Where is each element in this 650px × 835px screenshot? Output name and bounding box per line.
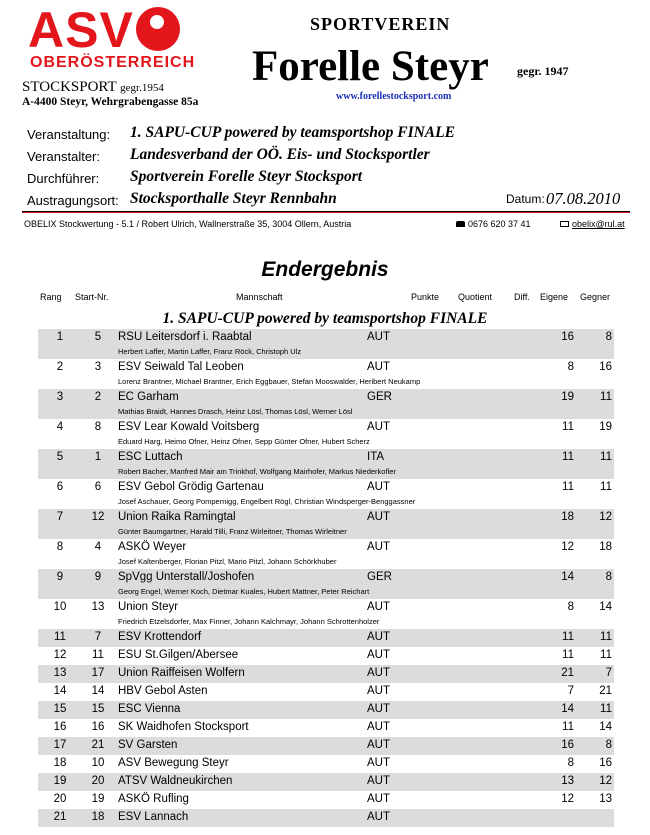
nation-cell: GER — [367, 571, 392, 583]
sportverein-label: SPORTVEREIN — [310, 14, 451, 34]
header-punkte: Punkte — [411, 292, 440, 302]
eigene-cell: 16 — [561, 331, 574, 343]
rank-cell: 5 — [56, 451, 64, 463]
nation-cell: AUT — [367, 685, 390, 697]
veranstaltung-label: Veranstaltung: — [27, 127, 111, 142]
players-list: Friedrich Etzelsdorfer, Max Finner, Johann Kalchmayr, Johann Schrottenholzer — [118, 617, 380, 626]
table-row — [38, 719, 614, 737]
table-row — [38, 791, 614, 809]
start-cell: 18 — [91, 811, 105, 823]
table-row — [38, 389, 614, 419]
phone-text: 0676 620 37 41 — [468, 219, 531, 229]
team-cell: SK Waidhofen Stocksport — [118, 721, 249, 733]
rank-cell: 19 — [53, 775, 67, 787]
gegner-cell: 11 — [600, 391, 612, 403]
team-cell: ESV Krottendorf — [118, 631, 202, 643]
gegner-cell: 16 — [599, 757, 612, 769]
players-list: Mathias Braidt, Hannes Drasch, Heinz Lösl, Thomas Lösl, Werner Lösl — [118, 407, 353, 416]
stocksport-line — [22, 79, 164, 96]
start-cell: 5 — [94, 331, 102, 343]
team-cell: EC Garham — [118, 391, 179, 403]
eigene-cell: 8 — [567, 361, 574, 373]
players-list: Georg Engel, Werner Koch, Dietmar Kuales, Hubert Mattner, Peter Reichart — [118, 587, 370, 596]
gegner-cell: 11 — [600, 649, 612, 661]
gegner-cell: 8 — [605, 739, 612, 751]
team-cell: SpVgg Unterstall/Joshofen — [118, 571, 255, 583]
table-row — [38, 755, 614, 773]
eigene-cell: 11 — [562, 451, 574, 463]
phone-number — [456, 219, 531, 229]
datum-label: Datum: — [506, 192, 545, 206]
logo-o-icon — [136, 7, 180, 51]
eigene-cell: 8 — [567, 601, 574, 613]
rank-cell: 2 — [56, 361, 64, 373]
nation-cell: AUT — [367, 541, 390, 553]
eigene-cell: 16 — [561, 739, 574, 751]
players-list: Robert Bacher, Manfred Mair am Trinkhof, Wolfgang Mairhofer, Markus Niederkofler — [118, 467, 396, 476]
start-cell: 10 — [91, 757, 105, 769]
team-cell: ESV Gebol Grödig Gartenau — [118, 481, 264, 493]
eigene-cell: 19 — [561, 391, 574, 403]
team-cell: ESU St.Gilgen/Abersee — [118, 649, 239, 661]
header-mannschaft: Mannschaft — [236, 292, 283, 302]
team-cell: HBV Gebol Asten — [118, 685, 208, 697]
start-cell: 21 — [91, 739, 105, 751]
durchfuehrer-value: Sportverein Forelle Steyr Stocksport — [130, 168, 363, 185]
eigene-cell: 13 — [561, 775, 574, 787]
nation-cell: AUT — [367, 703, 390, 715]
durchfuehrer-label: Durchführer: — [27, 171, 100, 186]
eigene-cell: 18 — [561, 511, 574, 523]
team-cell: ESV Seiwald Tal Leoben — [118, 361, 244, 373]
rank-cell: 6 — [56, 481, 64, 493]
rank-cell: 14 — [53, 685, 67, 697]
start-cell: 20 — [91, 775, 105, 787]
table-row — [38, 539, 614, 569]
gegner-cell: 21 — [599, 685, 612, 697]
rank-cell: 17 — [53, 739, 67, 751]
eigene-cell: 11 — [562, 631, 574, 643]
start-cell: 6 — [94, 481, 102, 493]
start-cell: 3 — [94, 361, 102, 373]
gegner-cell: 11 — [600, 481, 612, 493]
rank-cell: 4 — [56, 421, 64, 433]
veranstalter-label: Veranstalter: — [27, 149, 100, 164]
start-cell: 7 — [94, 631, 102, 643]
rank-cell: 15 — [53, 703, 67, 715]
results-subtitle: 1. SAPU-CUP powered by teamsportshop FINALE — [162, 310, 488, 327]
team-cell: SV Garsten — [118, 739, 178, 751]
gegner-cell: 18 — [599, 541, 612, 553]
team-cell: ESV Lear Kowald Voitsberg — [118, 421, 260, 433]
gegner-cell: 12 — [599, 511, 612, 523]
club-gegr: gegr. 1947 — [517, 64, 569, 78]
eigene-cell: 11 — [562, 721, 574, 733]
nation-cell: AUT — [367, 811, 390, 823]
table-row — [38, 665, 614, 683]
team-cell: ESC Vienna — [118, 703, 181, 715]
table-row — [38, 809, 614, 827]
nation-cell: AUT — [367, 631, 390, 643]
asvo-logo: ASV — [28, 4, 180, 56]
rank-cell: 9 — [56, 571, 64, 583]
gegner-cell: 11 — [600, 703, 612, 715]
rank-cell: 11 — [54, 631, 66, 643]
eigene-cell: 11 — [562, 649, 574, 661]
eigene-cell: 8 — [567, 757, 574, 769]
nation-cell: AUT — [367, 361, 390, 373]
eigene-cell: 14 — [561, 571, 574, 583]
rank-cell: 12 — [53, 649, 67, 661]
team-cell: ASKÖ Weyer — [118, 541, 187, 553]
nation-cell: AUT — [367, 649, 390, 661]
table-row — [38, 449, 614, 479]
nation-cell: AUT — [367, 721, 390, 733]
stocksport-gegr: gegr.1954 — [120, 82, 164, 94]
header-eigene: Eigene — [540, 292, 569, 302]
rank-cell: 3 — [56, 391, 64, 403]
players-list: Josef Kaltenberger, Florian Pitzl, Mario Pitzl, Johann Schörkhuber — [118, 557, 337, 566]
start-cell: 19 — [91, 793, 105, 805]
eigene-cell: 11 — [562, 421, 574, 433]
table-row — [38, 509, 614, 539]
header-diff: Diff. — [514, 292, 530, 302]
gegner-cell: 8 — [605, 331, 612, 343]
table-row — [38, 599, 614, 629]
rank-cell: 1 — [56, 331, 64, 343]
nation-cell: AUT — [367, 775, 390, 787]
nation-cell: GER — [367, 391, 392, 403]
start-cell: 14 — [91, 685, 105, 697]
start-cell: 1 — [94, 451, 102, 463]
nation-cell: AUT — [367, 757, 390, 769]
start-cell: 9 — [94, 571, 102, 583]
nation-cell: AUT — [367, 511, 390, 523]
nation-cell: AUT — [367, 481, 390, 493]
header-rang: Rang — [40, 292, 62, 302]
nation-cell: AUT — [367, 667, 390, 679]
table-row — [38, 773, 614, 791]
rank-cell: 16 — [53, 721, 67, 733]
gegner-cell: 16 — [599, 361, 612, 373]
divider-red — [22, 212, 630, 213]
eigene-cell: 11 — [562, 481, 574, 493]
team-cell: Union Steyr — [118, 601, 179, 613]
gegner-cell: 11 — [600, 631, 612, 643]
players-list: Josef Aschauer, Georg Pompernigg, Engelbert Rögl, Christian Windsperger-Benggassner — [118, 497, 416, 506]
start-cell: 8 — [94, 421, 102, 433]
gegner-cell: 13 — [599, 793, 612, 805]
start-cell: 16 — [91, 721, 105, 733]
players-list: Eduard Harg, Heimo Ofner, Heinz Ofner, Sepp Günter Ofner, Hubert Scherz — [118, 437, 370, 446]
team-cell: ESC Luttach — [118, 451, 183, 463]
team-cell: RSU Leitersdorf i. Raabtal — [118, 331, 252, 343]
austragungsort-label: Austragungsort: — [27, 193, 119, 208]
table-row — [38, 737, 614, 755]
results-title: Endergebnis — [261, 258, 389, 281]
team-cell: ASKÖ Rufling — [118, 793, 189, 805]
veranstaltung-value: 1. SAPU-CUP powered by teamsportshop FINALE — [130, 124, 455, 141]
header-quotient: Quotient — [458, 292, 493, 302]
rank-cell: 20 — [53, 793, 67, 805]
rank-cell: 13 — [53, 667, 67, 679]
header-gegner: Gegner — [580, 292, 611, 302]
logo-subtitle: OBERÖSTERREICH — [30, 54, 196, 71]
table-row — [38, 701, 614, 719]
phone-icon — [456, 221, 465, 227]
nation-cell: AUT — [367, 739, 390, 751]
mail-icon — [560, 221, 569, 227]
gegner-cell: 14 — [599, 601, 612, 613]
start-cell: 17 — [91, 667, 105, 679]
start-cell: 13 — [91, 601, 105, 613]
team-cell: Union Raiffeisen Wolfern — [118, 667, 245, 679]
veranstalter-value: Landesverband der OÖ. Eis- und Stocksportler — [130, 146, 430, 163]
datum-value: 07.08.2010 — [546, 189, 621, 208]
table-row — [38, 359, 614, 389]
players-list: Günter Baumgartner, Harald Tilli, Franz Wirleitner, Thomas Wirleitner — [118, 527, 347, 536]
table-row — [38, 329, 614, 359]
table-row — [38, 683, 614, 701]
eigene-cell: 7 — [567, 685, 574, 697]
table-row — [38, 647, 614, 665]
team-cell: ESV Lannach — [118, 811, 189, 823]
start-cell: 4 — [94, 541, 102, 553]
players-list: Herbert Laffer, Martin Laffer, Franz Röck, Christoph Ulz — [118, 347, 302, 356]
header-start: Start-Nr. — [75, 292, 109, 302]
nation-cell: AUT — [367, 331, 390, 343]
obelix-credit: OBELIX Stockwertung - 5.1 / Robert Ulrich, Wallnerstraße 35, 3004 Ollern, Austria — [24, 219, 352, 229]
start-cell: 15 — [91, 703, 105, 715]
start-cell: 2 — [94, 391, 102, 403]
rank-cell: 8 — [56, 541, 64, 553]
table-row — [38, 419, 614, 449]
table-row — [38, 629, 614, 647]
team-cell: ATSV Waldneukirchen — [118, 775, 233, 787]
gegner-cell: 8 — [605, 571, 612, 583]
gegner-cell: 7 — [605, 667, 612, 679]
address: A-4400 Steyr, Wehrgrabengasse 85a — [22, 96, 199, 108]
club-name: Forelle Steyr — [252, 43, 489, 90]
rank-cell: 21 — [53, 811, 67, 823]
rank-cell: 7 — [56, 511, 64, 523]
players-list: Lorenz Brantner, Michael Brantner, Erich Eggbauer, Stefan Mooswalder, Heribert Neukamp — [118, 377, 421, 386]
table-row — [38, 569, 614, 599]
nation-cell: ITA — [367, 451, 385, 463]
gegner-cell: 11 — [600, 451, 612, 463]
eigene-cell: 12 — [561, 541, 574, 553]
eigene-cell: 21 — [561, 667, 574, 679]
rank-cell: 10 — [53, 601, 67, 613]
nation-cell: AUT — [367, 421, 390, 433]
start-cell: 11 — [92, 649, 104, 661]
email-link[interactable] — [560, 219, 625, 229]
eigene-cell: 12 — [561, 793, 574, 805]
team-cell: ASV Bewegung Steyr — [118, 757, 229, 769]
stocksport-label: STOCKSPORT — [22, 79, 117, 95]
nation-cell: AUT — [367, 601, 390, 613]
website-link[interactable]: www.forellestocksport.com — [336, 91, 452, 102]
gegner-cell: 14 — [599, 721, 612, 733]
table-row — [38, 479, 614, 509]
austragungsort-value: Stocksporthalle Steyr Rennbahn — [130, 190, 337, 207]
start-cell: 12 — [91, 511, 105, 523]
eigene-cell: 14 — [561, 703, 574, 715]
team-cell: Union Raika Ramingtal — [118, 511, 236, 523]
gegner-cell: 19 — [599, 421, 612, 433]
gegner-cell: 12 — [599, 775, 612, 787]
rank-cell: 18 — [53, 757, 67, 769]
nation-cell: AUT — [367, 793, 390, 805]
email-text[interactable]: obelix@rul.at — [572, 219, 625, 229]
